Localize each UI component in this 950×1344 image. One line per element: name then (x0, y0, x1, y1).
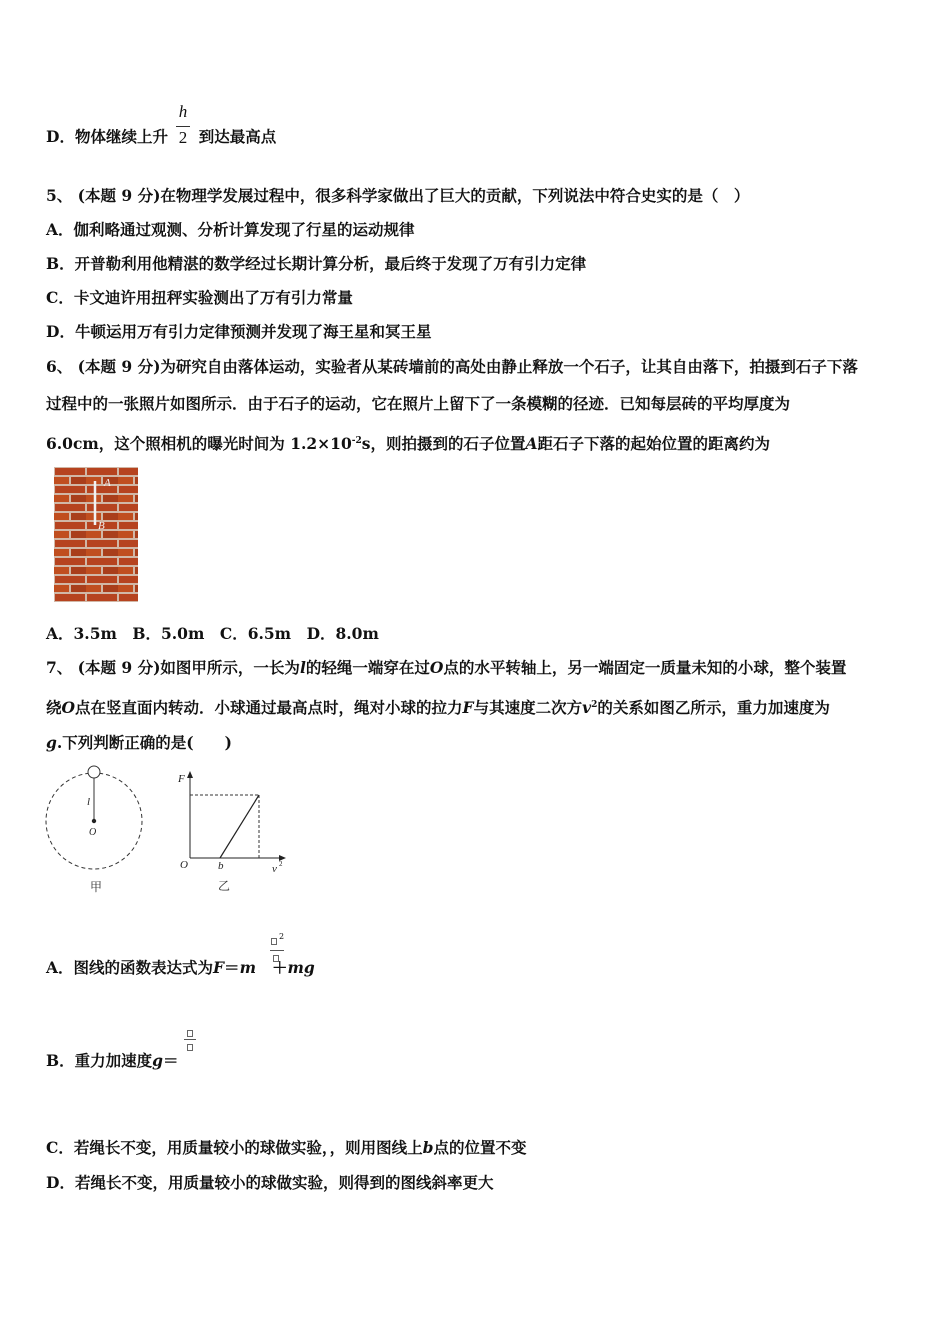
q7-option-c (46, 1138, 526, 1158)
q7-b-g: g (152, 1051, 163, 1070)
q7-a-frac-sup: 2 (279, 932, 285, 941)
q7-b-frac-bar (184, 1039, 196, 1040)
q4-option-d-text-end: 到达最高点 (198, 127, 277, 146)
q7-stem1-b: 的轻绳一端穿在过 (305, 658, 430, 677)
q6-options: A．3.5m B．5.0m C．6.5m D．8.0m (46, 624, 379, 643)
q6-stem3-exp: -2 (351, 436, 362, 446)
q6-stem-line3 (46, 431, 770, 454)
q6-stem3-c: 距石子下落的起始位置的距离约为 (537, 434, 771, 454)
q7-a-eq: ＝ (224, 958, 240, 977)
q7-c-c: 点的位置不变 (433, 1138, 527, 1157)
q7-a-text: A．图线的函数表达式为 (46, 958, 214, 977)
yi-label-v: v (272, 863, 277, 875)
q7-stem-line3 (46, 733, 232, 753)
yi-label-v-sup: 2 (279, 860, 283, 868)
figure-jia-svg (44, 763, 146, 895)
photo-label-b: B (98, 520, 105, 532)
q7-a-mg: mg (287, 958, 315, 977)
q5-option-d: D．牛顿运用万有引力定律预测并发现了海王星和冥王星 (46, 322, 432, 341)
q7-c-a: C．若绳长不变，用质量较小的球做实验，，则用图线上 (46, 1138, 423, 1157)
q7-stem1-a: 7、 (本题 9 分)如图甲所示，一长为 (46, 658, 300, 677)
q4-fraction-numerator: h (178, 102, 188, 121)
q7-stem-line1 (46, 658, 846, 678)
q7-a-fraction (270, 933, 286, 973)
q4-option-d-text: D．物体继续上升 (46, 127, 168, 146)
q7-stem-line2 (46, 695, 830, 718)
q5-option-b: B．开普勒利用他精湛的数学经过长期计算分析，最后终于发现了万有引力定律 (46, 254, 587, 273)
jia-caption: 甲 (90, 880, 103, 894)
q7-stem1-c: 点的水平转轴上，另一端固定一质量未知的小球，整个装置 (443, 658, 847, 677)
q7-b-fraction (184, 1026, 198, 1058)
photo-label-a: A (104, 477, 111, 489)
figure-yi-svg (176, 768, 288, 896)
q6-stem-line1: 6、 (本题 9 分)为研究自由落体运动，实验者从某砖墙前的高处由静止释放一个石子，让其自由落下，拍摄到石子下落 (46, 357, 858, 376)
q7-stem2-sup: 2 (591, 700, 598, 710)
q7-b-eq: ＝ (162, 1051, 179, 1070)
figure-jia (44, 763, 146, 895)
q4-fraction-denominator: 2 (178, 128, 188, 147)
q7-a-frac-num-box (271, 938, 277, 945)
yi-label-b: b (218, 860, 224, 872)
brick-wall-photo (54, 467, 138, 602)
q7-stem2-d: 的关系如图乙所示，重力加速度为 (597, 698, 830, 718)
q7-a-F: F (213, 958, 225, 977)
q7-stem2-F: F (462, 698, 474, 718)
q7-b-text: B．重力加速度 (46, 1051, 153, 1070)
q5-option-c: C．卡文迪许用扭秤实验测出了万有引力常量 (46, 288, 353, 307)
q7-a-plus: ＋ (271, 958, 288, 977)
q7-option-b (46, 1051, 178, 1071)
q7-b-frac-den-box (187, 1044, 193, 1051)
figure-yi (176, 768, 288, 896)
brick-wall-svg (54, 467, 138, 602)
yi-label-o: O (180, 859, 188, 871)
q7-b-frac-num-box (187, 1030, 193, 1037)
q6-stem3-A: A (525, 434, 538, 454)
q7-stem2-c: 与其速度二次方 (473, 698, 583, 718)
jia-label-o: O (89, 827, 97, 838)
q7-stem1-l: l (299, 658, 306, 677)
q7-stem2-a: 绕 (46, 698, 62, 718)
q7-a-frac-den-box (273, 955, 279, 962)
q6-stem3-b: s，则拍摄到的石子位置 (361, 434, 526, 454)
q7-option-d: D．若绳长不变，用质量较小的球做实验，则得到的图线斜率更大 (46, 1173, 494, 1192)
q6-stem3-a: 6.0cm，这个照相机的曝光时间为 1.2×10 (46, 434, 352, 454)
q5-option-a: A．伽利略通过观测、分析计算发现了行星的运动规律 (46, 220, 415, 239)
yi-label-f: F (178, 773, 185, 785)
q7-stem2-O: O (61, 698, 76, 718)
ball (88, 766, 100, 778)
yi-arrow-f (187, 771, 193, 778)
q5-stem: 5、 (本题 9 分)在物理学发展过程中，很多科学家做出了巨大的贡献，下列说法中符合史实的是（ ） (46, 186, 750, 205)
q7-stem2-b: 点在竖直面内转动．小球通过最高点时，绳对小球的拉力 (75, 698, 463, 718)
q7-stem1-O: O (429, 658, 444, 677)
yi-graph-line (220, 795, 259, 858)
q7-a-m: m (239, 958, 256, 977)
q4-option-d (46, 127, 276, 147)
pivot-o (92, 819, 96, 823)
q7-a-frac-bar (270, 950, 284, 951)
q7-stem3-b: .下列判断正确的是( ) (56, 733, 232, 752)
q6-stem-line2: 过程中的一张照片如图所示．由于石子的运动，它在照片上留下了一条模糊的径迹．已知每层砖的平均厚度为 (46, 394, 791, 413)
q7-c-b: b (422, 1138, 434, 1157)
jia-label-l: l (87, 796, 91, 808)
yi-caption: 乙 (218, 879, 231, 893)
q4-fraction-bar (176, 126, 190, 127)
q7-stem2-v: v (582, 698, 592, 718)
q7-stem3-g: g (46, 733, 57, 752)
